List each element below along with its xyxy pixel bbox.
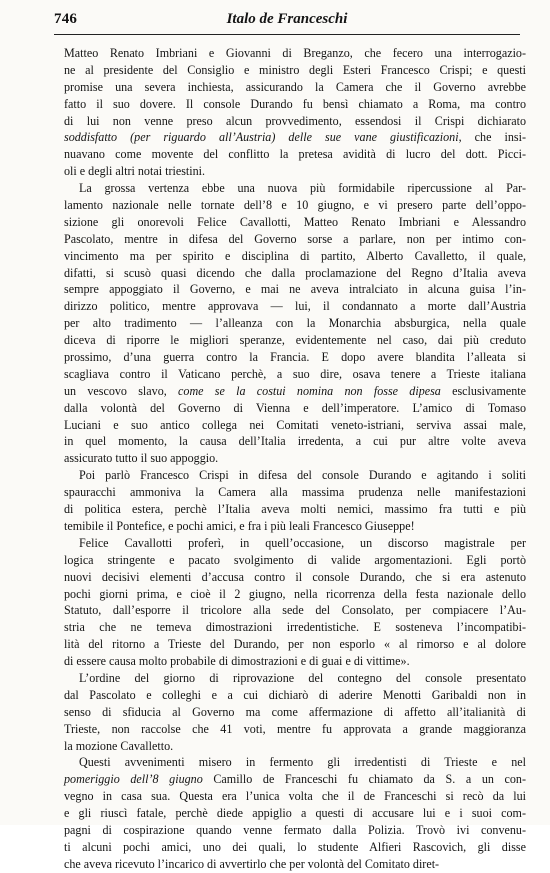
text-line [64,248,526,265]
header-rule [54,34,520,35]
text-line [64,417,526,434]
text-segment: logica stringente e pacato svolgimento di valide argomentazioni. Egli portò [64,552,526,567]
text-segment: vegno in casa sua. Questa era l’unica volta che il de Franceschi si recò da lui [64,789,526,804]
text-segment: in quel momento, la causa dell’Italia irredenta, a cui pur altre volte aveva [64,434,526,449]
text-segment: promise una severa inchiesta, assicurando la Camera che il Governo avrebbe [64,79,526,94]
text-line [64,687,526,704]
text-segment: stria che ne temeva dimostrazioni irredentistiche. E sosteneva l’incompatibi- [64,620,526,635]
body-text [64,45,526,873]
text-segment: di lui non venne preso alcun provvedimento, essendosi il Crispi dichiarato [64,113,526,128]
text-segment: lamento nazionale nelle tornate dell’8 e 10 giugno, e vi presero parte dell’oppo- [64,198,526,213]
text-line [64,315,526,332]
text-line [64,180,526,197]
text-segment: Questi avvenimenti misero in fermento gli irredentisti di Trieste e nel [79,755,526,770]
text-segment: e gli riuscì fatale, perchè diede appiglio a questi di accusare lui e i suoi com- [64,806,526,821]
text-segment: prossimo, d’una guerra contro la Francia. E dopo avere blandita l’alleata si [64,350,526,365]
text-segment: nuavano come movente del conflitto la pretesa avidità di lucro del dott. Picci- [64,147,526,162]
text-segment: La grossa vertenza ebbe una nuova più formidabile ripercussione al Par- [79,181,526,196]
text-segment: sizione gli onorevoli Felice Cavallotti, Matteo Renato Imbriani e Alessandro [64,214,526,229]
text-segment: pagni di cospirazione quando venne fermato dalla Polizia. Trovò ivi convenu- [64,822,526,837]
text-segment: fatto il suo dovere. Il console Durando fu bensì chiamato a Roma, ma contro [64,96,526,111]
text-line [64,518,526,535]
page-number: 746 [54,11,78,27]
text-line [64,79,526,96]
page-header [54,11,520,37]
text-line [64,535,526,552]
text-line [64,129,526,146]
text-line [64,754,526,771]
text-segment: per alto tradimento — l’alleanza con la Monarchia absburgica, nella quale [64,316,526,331]
text-line [64,856,526,873]
text-segment: scagliava contro il Vaticano perchè, a suo dire, osava tenere a Trieste italiana [64,366,526,381]
text-line [64,146,526,163]
text-segment: nuovi decisivi elementi d’accusa contro il console Durando, che si era astenuto [64,569,526,584]
text-line [64,738,526,755]
text-line [64,839,526,856]
text-line [64,366,526,383]
text-line [64,197,526,214]
text-segment: temibile il Pontefice, e pochi amici, e fra i più leali Francesco Giuseppe! [64,518,415,533]
text-segment: di politica estera, perchè l’Italia aveva molti nemici, massimo fra tutti e più [64,502,526,517]
text-line [64,332,526,349]
text-segment: spauracchi ammoniva la Camera alla massima prudenza nelle manifestazioni [64,485,526,500]
text-line [64,62,526,79]
paragraph [64,180,526,467]
text-line [64,619,526,636]
text-line [64,214,526,231]
text-line [64,231,526,248]
text-segment: lità del ritorno a Trieste del Durando, per non esporlo « al rimorso e al dolore [64,637,526,652]
text-line [64,552,526,569]
text-line [64,400,526,417]
text-line [64,96,526,113]
text-segment: sempre appoggiato il Governo, e mai ne aveva intralciato in alcuna guisa l’in- [64,282,526,297]
text-segment: Felice Cavallotti proferì, in quell’occasione, un discorso magistrale per [79,535,526,550]
text-segment: che aveva ricevuto l’incarico di avvertirlo che per volontà del Comitato diret- [64,856,440,871]
paragraph [64,45,526,180]
text-segment: Luciani e suo antico collega nei Comitati veneto-istriani, serviva assai male, [64,417,526,432]
text-line [64,653,526,670]
text-line [64,450,526,467]
text-line [64,298,526,315]
text-segment: diceva di riporre le migliori speranze, evidentemente nel caso, dai più creduto [64,333,526,348]
text-line [64,636,526,653]
text-line [64,383,526,400]
text-segment: Trieste, non raccolse che 41 voti, mentre fu approvata a grande maggioranza [64,721,526,736]
text-segment: oli e degli altri notai triestini. [64,164,206,179]
text-segment: ti alcuni pochi amici, uno dei quali, lo studente Alfieri Rascovich, gli disse [64,839,526,854]
text-segment: soddisfatto (per riguardo all’Austria) delle sue vane giustificazioni, che insi- [64,130,526,145]
running-title: Italo de Franceschi [226,11,348,27]
text-line [64,501,526,518]
paragraph [64,535,526,670]
paragraph [64,467,526,535]
text-line [64,349,526,366]
text-segment: L’ordine del giorno di riprovazione del contegno del console presentato [79,670,526,685]
paragraph [64,670,526,754]
text-segment: la mozione Cavalletto. [64,738,174,753]
text-line [64,771,526,788]
text-segment: pochi giorni prima, e cioè il 2 giugno, nella ricorrenza della festa nazionale dello [64,586,526,601]
text-line [64,467,526,484]
text-line [64,670,526,687]
text-line [64,805,526,822]
text-line [64,602,526,619]
text-segment: ne al presidente del Consiglio e ministro degli Esteri Francesco Crispi; e questi [64,62,526,77]
text-segment: assicurato tutto il suo appoggio. [64,451,219,466]
text-line [64,721,526,738]
text-line [64,265,526,282]
text-line [64,704,526,721]
text-line [64,569,526,586]
text-segment: Poi parlò Francesco Crispi in difesa del console Durando e agitando i soliti [79,468,526,483]
text-line [64,586,526,603]
text-line [64,163,526,180]
text-line [64,484,526,501]
text-segment: senso di sfiducia al Governo ma come affermazione di affetto all’italianità di [64,704,526,719]
paragraph [64,754,526,872]
text-segment: dal Pascolato e colleghi e a cui dichiarò di aderire Menotti Garibaldi non in [64,687,526,702]
text-line [64,281,526,298]
text-line [64,433,526,450]
text-segment: un vescovo slavo, come se la costui nomina non fosse dipesa esclusivamente [64,383,526,398]
text-segment: dirizzo politico, mentre approvava — lui, il condannato a morte dall’Austria [64,299,526,314]
text-segment: Pascolato, mentre in difesa del Governo sorse a parlare, non per intimo con- [64,231,526,246]
text-segment: Statuto, dall’esporre il tricolore alla sede del Consolato, per compiacere l’Au- [64,603,526,618]
text-line [64,113,526,130]
text-segment: vincimento ma per spirito e disciplina di partito, Alberto Cavalletto, il quale, [64,248,526,263]
text-line [64,45,526,62]
text-segment: Matteo Renato Imbriani e Giovanni di Breganzo, che fecero una interrogazio- [64,46,526,60]
text-segment: pomeriggio dell’8 giugno Camillo de Franceschi fu chiamato da S. a un con- [64,772,526,787]
text-segment: difatti, si scusò quasi dicendo che dalla proclamazione del Regno d’Italia aveva [64,265,526,280]
text-line [64,788,526,805]
text-segment: di essere causa molto probabile di dimostrazioni e di guai e di vittime». [64,654,410,669]
text-segment: dalla volontà del Governo di Vienna e dell’imperatore. L’amico di Tomaso [64,400,526,415]
